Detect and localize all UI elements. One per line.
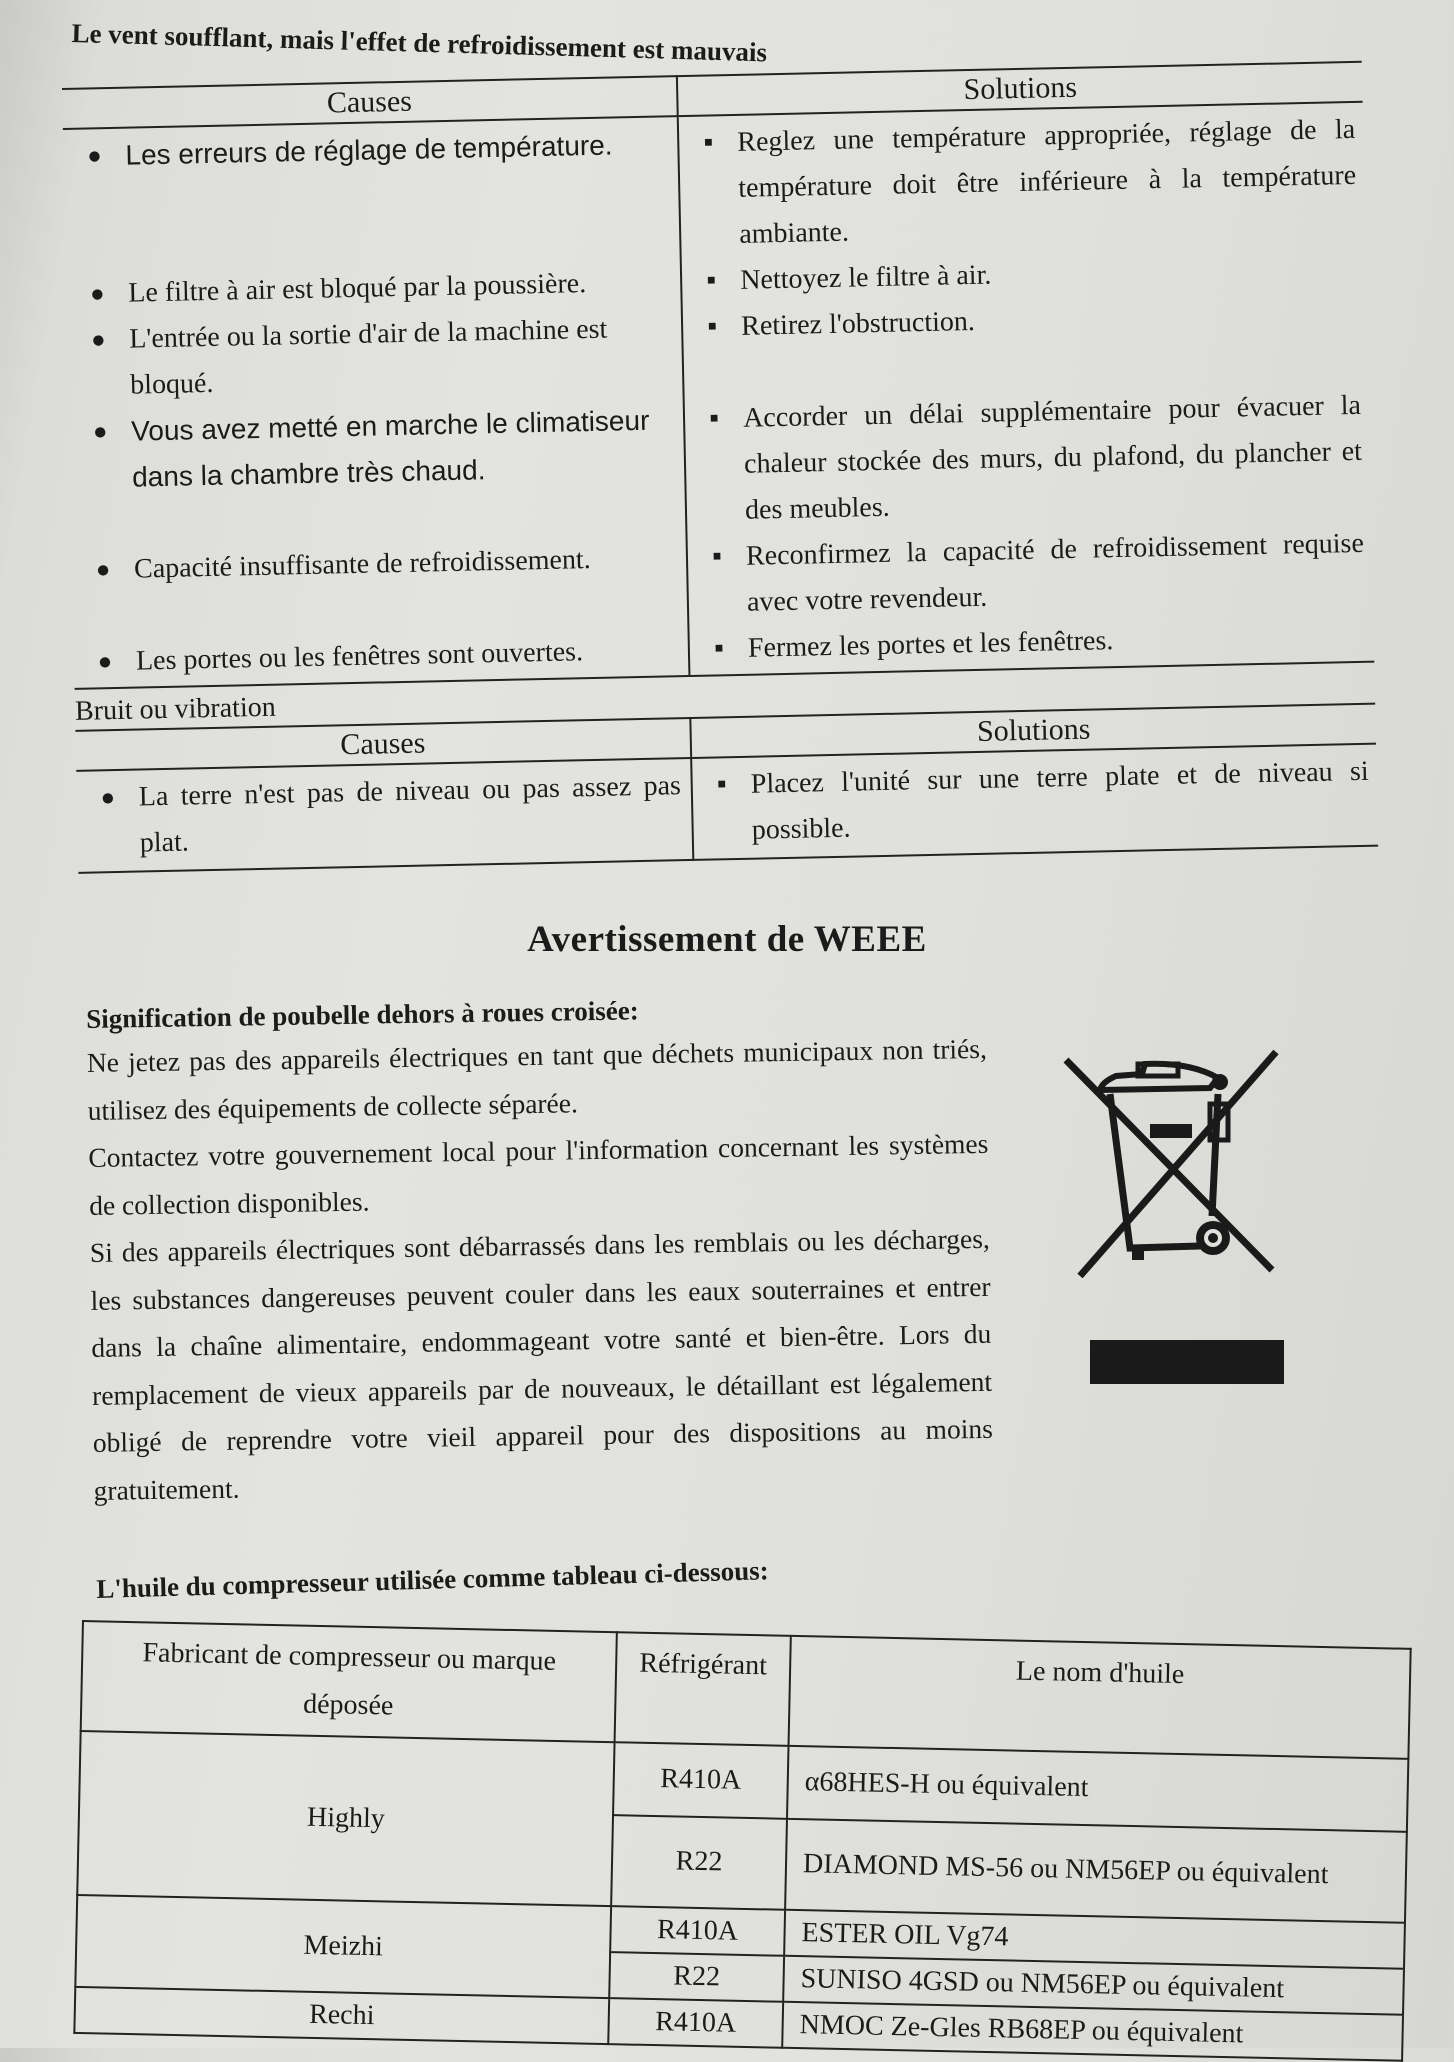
square-bullet-icon: ■ xyxy=(706,273,716,289)
refrigerant-cell: R410A xyxy=(610,1906,785,1956)
section-title-cooling: Le vent soufflant, mais l'effet de refroidissement est mauvais xyxy=(71,18,768,68)
solution-text: Accorder un délai supplémentaire pour évacuer la chaleur stockée des murs, du plafond, du plancher et des meubles. xyxy=(742,389,1363,526)
column-header-causes: Causes xyxy=(75,718,691,771)
column-header-refrigerant: Réfrigérant xyxy=(615,1632,791,1746)
bullet-icon: ● xyxy=(97,649,113,676)
bullet-icon: ● xyxy=(92,418,108,446)
square-bullet-icon: ■ xyxy=(712,549,722,565)
section-title-noise: Bruit ou vibration xyxy=(75,662,1376,731)
weee-heading: Avertissement de WEEE xyxy=(527,919,927,960)
solution-text: Retirez l'obstruction. xyxy=(740,305,976,342)
table-row xyxy=(69,383,1372,548)
refrigerant-cell: R22 xyxy=(609,1952,784,2002)
column-header-oil-name: Le nom d'huile xyxy=(789,1636,1411,1759)
cause-item xyxy=(67,305,683,410)
oil-name-cell: α68HES-H ou équivalent xyxy=(787,1746,1408,1831)
cause-text: Vous avez metté en marche le climatiseur dans la chambre très chaud. xyxy=(130,404,650,493)
oil-table-title: L'huile du compresseur utilisée comme tableau ci-dessous: xyxy=(96,1555,770,1604)
column-header-causes: Causes xyxy=(62,76,678,129)
table-row xyxy=(63,102,1366,272)
cause-text: L'entrée ou la sortie d'air de la machine est bloqué. xyxy=(128,313,608,401)
cause-item xyxy=(63,121,678,180)
column-header-solutions: Solutions xyxy=(690,704,1376,758)
cause-text: Les erreurs de réglage de température. xyxy=(125,129,613,171)
bullet-icon: ● xyxy=(100,785,116,812)
solution-text: Reglez une température appropriée, réglage de la température doit être inférieure à la température ambiante. xyxy=(737,113,1357,250)
solution-text: Nettoyez le filtre à air. xyxy=(739,259,992,296)
oil-name-cell: DIAMOND MS-56 ou NM56EP ou équivalent xyxy=(785,1818,1407,1922)
bullet-icon: ● xyxy=(95,557,111,584)
solution-item xyxy=(679,107,1366,259)
oil-name-cell: ESTER OIL Vg74 xyxy=(784,1910,1405,1969)
troubleshooting-table xyxy=(62,61,1378,874)
oil-name-cell: SUNISO 4GSD ou NM56EP ou équivalent xyxy=(783,1956,1404,2015)
cause-text: Capacité insuffisante de refroidissement. xyxy=(133,544,591,585)
solution-text: Reconfirmez la capacité de refroidissement requise avec votre revendeur. xyxy=(745,527,1365,618)
weee-text-block xyxy=(86,990,994,1514)
solution-item xyxy=(685,383,1372,535)
square-bullet-icon: ■ xyxy=(714,641,724,657)
bullet-icon: ● xyxy=(86,142,102,170)
column-header-solutions: Solutions xyxy=(677,62,1363,116)
manufacturer-cell: Highly xyxy=(77,1731,614,1906)
cause-text: La terre n'est pas de niveau ou pas assez pas plat. xyxy=(138,770,682,859)
solution-item xyxy=(692,749,1378,855)
manufacturer-cell: Rechi xyxy=(74,1987,609,2044)
solution-text: Placez l'unité sur une terre plate et de niveau si possible. xyxy=(750,755,1369,846)
refrigerant-cell: R410A xyxy=(608,1998,783,2048)
weee-paragraph: Ne jetez pas des appareils électriques en tant que déchets municipaux non triés, utilisez des équipements de collecte séparée. xyxy=(86,1032,988,1126)
cause-text: Le filtre à air est bloqué par la poussière. xyxy=(127,268,587,309)
crossed-out-wheelie-bin-icon xyxy=(1050,1048,1290,1393)
square-bullet-icon: ■ xyxy=(709,411,719,427)
manufacturer-cell: Meizhi xyxy=(75,1895,611,1998)
bullet-icon: ● xyxy=(90,327,106,354)
weee-subtitle: Signification de poubelle dehors à roues croisée: xyxy=(86,995,639,1034)
refrigerant-cell: R22 xyxy=(611,1815,787,1910)
oil-name-cell: NMOC Ze-Gles RB68EP ou équivalent xyxy=(782,2002,1403,2061)
solution-text: Fermez les portes et les fenêtres. xyxy=(747,625,1114,664)
refrigerant-cell: R410A xyxy=(613,1742,788,1818)
square-bullet-icon: ■ xyxy=(717,777,727,793)
weee-paragraph: Contactez votre gouvernement local pour l'information concernant les systèmes de collection disponibles. xyxy=(88,1127,989,1221)
compressor-oil-table xyxy=(73,1620,1411,2062)
square-bullet-icon: ■ xyxy=(703,135,713,151)
cause-item xyxy=(69,397,685,502)
bullet-icon: ● xyxy=(89,281,105,308)
square-bullet-icon: ■ xyxy=(707,319,717,335)
column-header-manufacturer: Fabricant de compresseur ou marque déposée xyxy=(81,1621,617,1742)
cause-text: Les portes ou les fenêtres sont ouvertes. xyxy=(135,636,584,677)
cause-item xyxy=(76,763,692,868)
weee-paragraph: Si des appareils électriques sont débarrassés dans les remblais ou les décharges, les substances dangereuses peuvent couler dans les eaux souterraines et entrer dans la chaîne alimentaire, endommageant votre santé et bien-être. Lors du remplacement de vieux appareils par de nouveaux, le détaillant est légalement obligé de reprendre votre vieil appareil pour des dispositions au moins gratuitement. xyxy=(89,1222,994,1506)
solution-item xyxy=(688,521,1374,627)
